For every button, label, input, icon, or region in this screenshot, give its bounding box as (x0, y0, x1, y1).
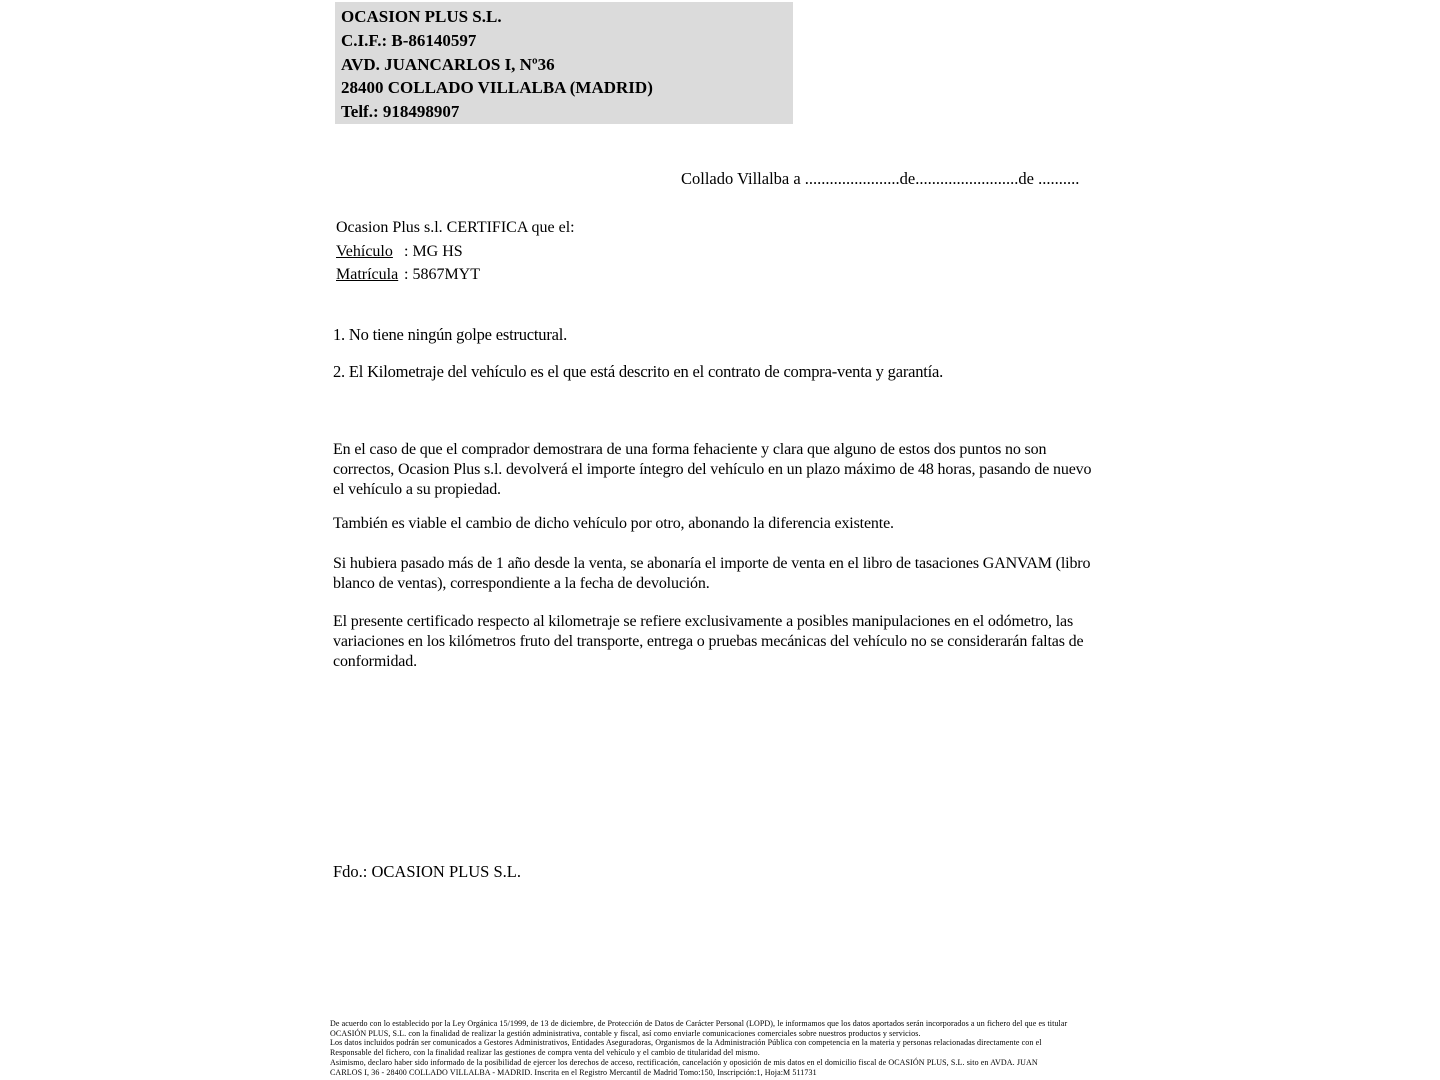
company-city: 28400 COLLADO VILLALBA (MADRID) (341, 78, 653, 98)
date-blank-line: Collado Villalba a .......................de.........................de .......... (681, 169, 1080, 188)
paragraph-refund-terms: En el caso de que el comprador demostrara de una forma fehaciente y clara que alguno de estos dos puntos no son correctos, Ocasion Plus s.l. devolverá el importe íntegro del vehículo en un plazo máximo de 48 horas, pasando de nuevo el vehículo a su propiedad. (333, 441, 1092, 498)
paragraph-exchange-option: También es viable el cambio de dicho vehículo por otro, abonando la diferencia existente. (333, 515, 894, 532)
legal-footer (330, 1019, 1120, 1077)
paragraph-ganvam-valuation: Si hubiera pasado más de 1 año desde la venta, se abonaría el importe de venta en el libro de tasaciones GANVAM (libro blanco de ventas), correspondiente a la fecha de devolución. (333, 555, 1091, 592)
company-header-box (335, 2, 793, 124)
legal-footer-line: Responsable del fichero, con la finalidad realizar las gestiones de compra venta del vehículo y el cambio de titularidad del mismo. (330, 1048, 760, 1058)
paragraph-odometer-disclaimer: El presente certificado respecto al kilometraje se refiere exclusivamente a posibles manipulaciones en el odómetro, las variaciones en los kilómetros fruto del transporte, entrega o pruebas mecánicas del vehículo no se considerarán faltas de conformidad. (333, 613, 1084, 670)
company-address: AVD. JUANCARLOS I, Nº36 (341, 54, 555, 74)
plate-label: Matrícula (336, 266, 399, 284)
certified-point-2: 2. El Kilometraje del vehículo es el que está descrito en el contrato de compra-venta y garantía. (333, 362, 944, 381)
company-name: OCASION PLUS S.L. (341, 7, 502, 26)
vehicle-value: : MG HS (404, 242, 463, 260)
legal-footer-line: OCASIÓN PLUS, S.L. con la finalidad de realizar la gestión administrativa, contable y fiscal, así como enviarle comunicaciones comerciales sobre nuestros productos y servicios. (330, 1028, 921, 1038)
certification-intro: Ocasion Plus s.l. CERTIFICA que el: (336, 219, 575, 236)
certified-point-1: 1. No tiene ningún golpe estructural. (333, 325, 568, 344)
legal-footer-line: Los datos incluidos podrán ser comunicados a Gestores Administrativos, Entidades Aseguradoras, Organismos de la Administración Pública con competencia en la materia y personas relacionadas directamente con el (330, 1038, 1042, 1048)
certification-block (336, 216, 575, 287)
plate-line (336, 263, 575, 287)
signature-line: Fdo.: OCASION PLUS S.L. (333, 862, 521, 881)
legal-footer-line: CARLOS I, 36 - 28400 COLLADO VILLALBA - MADRID. Inscrita en el Registro Mercantil de Madrid Tomo:150, Inscripción:1, Hoja:M 511731 (330, 1067, 817, 1077)
vehicle-label: Vehículo (336, 242, 393, 260)
company-cif: C.I.F.: B-86140597 (341, 30, 477, 50)
vehicle-line (336, 240, 575, 264)
legal-footer-line: Asimismo, declaro haber sido informado de la posibilidad de ejercer los derechos de acceso, rectificación, cancelación y oposición de mis datos en el domicilio fiscal de OCASIÓN PLUS, S.L. sito en AVDA. JUAN (330, 1057, 1038, 1067)
company-phone: Telf.: 918498907 (341, 102, 460, 122)
legal-footer-line: De acuerdo con lo establecido por la Ley Orgánica 15/1999, de 13 de diciembre, de Protección de Datos de Carácter Personal (LOPD), le informamos que los datos aportados serán incorporados a un fichero del que es titular (330, 1019, 1068, 1028)
plate-value: : 5867MYT (404, 266, 480, 284)
